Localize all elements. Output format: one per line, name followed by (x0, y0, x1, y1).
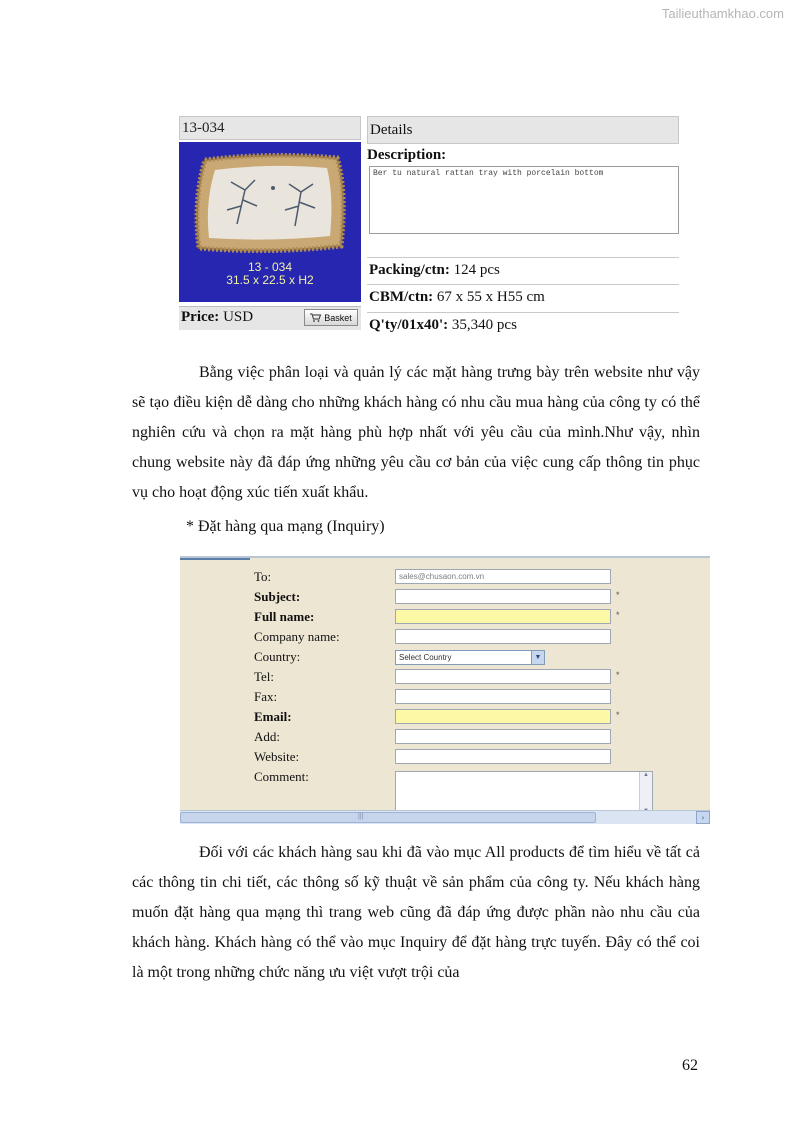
tray-illustration (191, 150, 349, 258)
subject-required: * (616, 590, 620, 600)
cbm-value: 67 x 55 x H55 cm (433, 289, 545, 305)
comment-textarea[interactable] (395, 771, 653, 815)
basket-label: Basket (324, 312, 352, 323)
country-select[interactable] (395, 650, 545, 665)
scrollbar-thumb[interactable] (180, 812, 596, 823)
scrollbar-grip-icon: ||| (358, 813, 364, 820)
tel-label: Tel: (254, 669, 275, 684)
subject-field[interactable] (395, 589, 611, 604)
watermark: Tailieuthamkhao.com (661, 6, 784, 21)
description-box: Ber tu natural rattan tray with porcelain bottom (369, 166, 679, 234)
website-label: Website: (254, 749, 300, 764)
paragraph-2-text: Đối với các khách hàng sau khi đã vào mục All products để tìm hiểu về tất cả các thông tin chi tiết, các thông số kỹ thuật về sản phẩm của công ty. Nếu khách hàng muốn đặt hàng qua mạng thì trang web cũng đã đáp ứng được phần nào nhu cầu của khách hàng. Khách hàng có thể vào mục Inquiry để đặt hàng trực tuyến. Đây có thể coi là một trong những chức năng ưu việt vượt trội của (132, 844, 700, 981)
paragraph-1 (132, 358, 700, 508)
image-caption-code: 13 - 034 (247, 260, 293, 274)
textarea-scrollbar[interactable] (639, 772, 652, 814)
product-code: 13-034 (179, 116, 361, 140)
quantity-label: Q'ty/01x40': (369, 317, 449, 333)
product-card (179, 116, 361, 330)
country-selected-value: Select Country (399, 653, 452, 662)
details-title: Details (367, 116, 679, 144)
fax-label: Fax: (254, 689, 278, 704)
basket-button[interactable] (304, 309, 358, 326)
quantity-row (367, 312, 679, 338)
packing-row (367, 257, 679, 283)
email-field[interactable] (395, 709, 611, 724)
inquiry-form (180, 556, 710, 824)
email-label: Email: (254, 709, 292, 724)
cbm-label: CBM/ctn: (369, 289, 434, 305)
price-value: USD (219, 309, 254, 325)
fax-field[interactable] (395, 689, 611, 704)
form-tab-indicator (180, 558, 250, 560)
packing-label: Packing/ctn: (369, 262, 450, 278)
tel-field[interactable] (395, 669, 611, 684)
packing-value: 124 pcs (449, 262, 500, 278)
to-label: To: (254, 569, 272, 584)
add-field[interactable] (395, 729, 611, 744)
scroll-right-button[interactable]: › (696, 811, 710, 824)
inquiry-heading: * Đặt hàng qua mạng (Inquiry) (186, 518, 385, 535)
country-label: Country: (254, 649, 301, 664)
paragraph-1-text: Bằng việc phân loại và quản lý các mặt hàng trưng bày trên website như vậy sẽ tạo điều kiện dễ dàng cho những khách hàng có nhu cầu mua hàng của công ty có thể nghiên cứu và chọn ra mặt hàng phù hợp nhất với yêu cầu của mình.Như vậy, nhìn chung website này đã đáp ứng những yêu cầu cơ bản của việc cung cấp thông tin phục vụ cho hoạt động xúc tiến xuất khẩu. (132, 364, 700, 501)
add-label: Add: (254, 729, 280, 744)
quantity-value: 35,340 pcs (448, 317, 517, 333)
tel-required: * (616, 670, 620, 680)
fullname-required: * (616, 610, 620, 620)
paragraph-2 (132, 838, 700, 988)
company-label: Company name: (254, 629, 340, 644)
chevron-down-icon[interactable]: ▼ (531, 651, 544, 664)
image-caption-size: 31.5 x 22.5 x H2 (226, 273, 314, 287)
company-field[interactable] (395, 629, 611, 644)
comment-label: Comment: (254, 769, 309, 784)
email-required: * (616, 710, 620, 720)
subject-label: Subject: (254, 589, 301, 604)
horizontal-scrollbar[interactable] (180, 810, 710, 824)
fullname-label: Full name: (254, 609, 315, 624)
cart-icon (310, 313, 321, 322)
website-field[interactable] (395, 749, 611, 764)
product-details (367, 116, 679, 344)
cbm-row (367, 284, 679, 310)
product-image[interactable] (179, 142, 361, 302)
page-number: 62 (682, 1057, 698, 1074)
description-label: Description: (367, 147, 447, 163)
fullname-field[interactable] (395, 609, 611, 624)
to-field[interactable]: sales@chusaon.com.vn (395, 569, 611, 584)
price-label: Price: (181, 309, 220, 325)
product-figure (179, 116, 679, 344)
price-row (179, 306, 361, 330)
